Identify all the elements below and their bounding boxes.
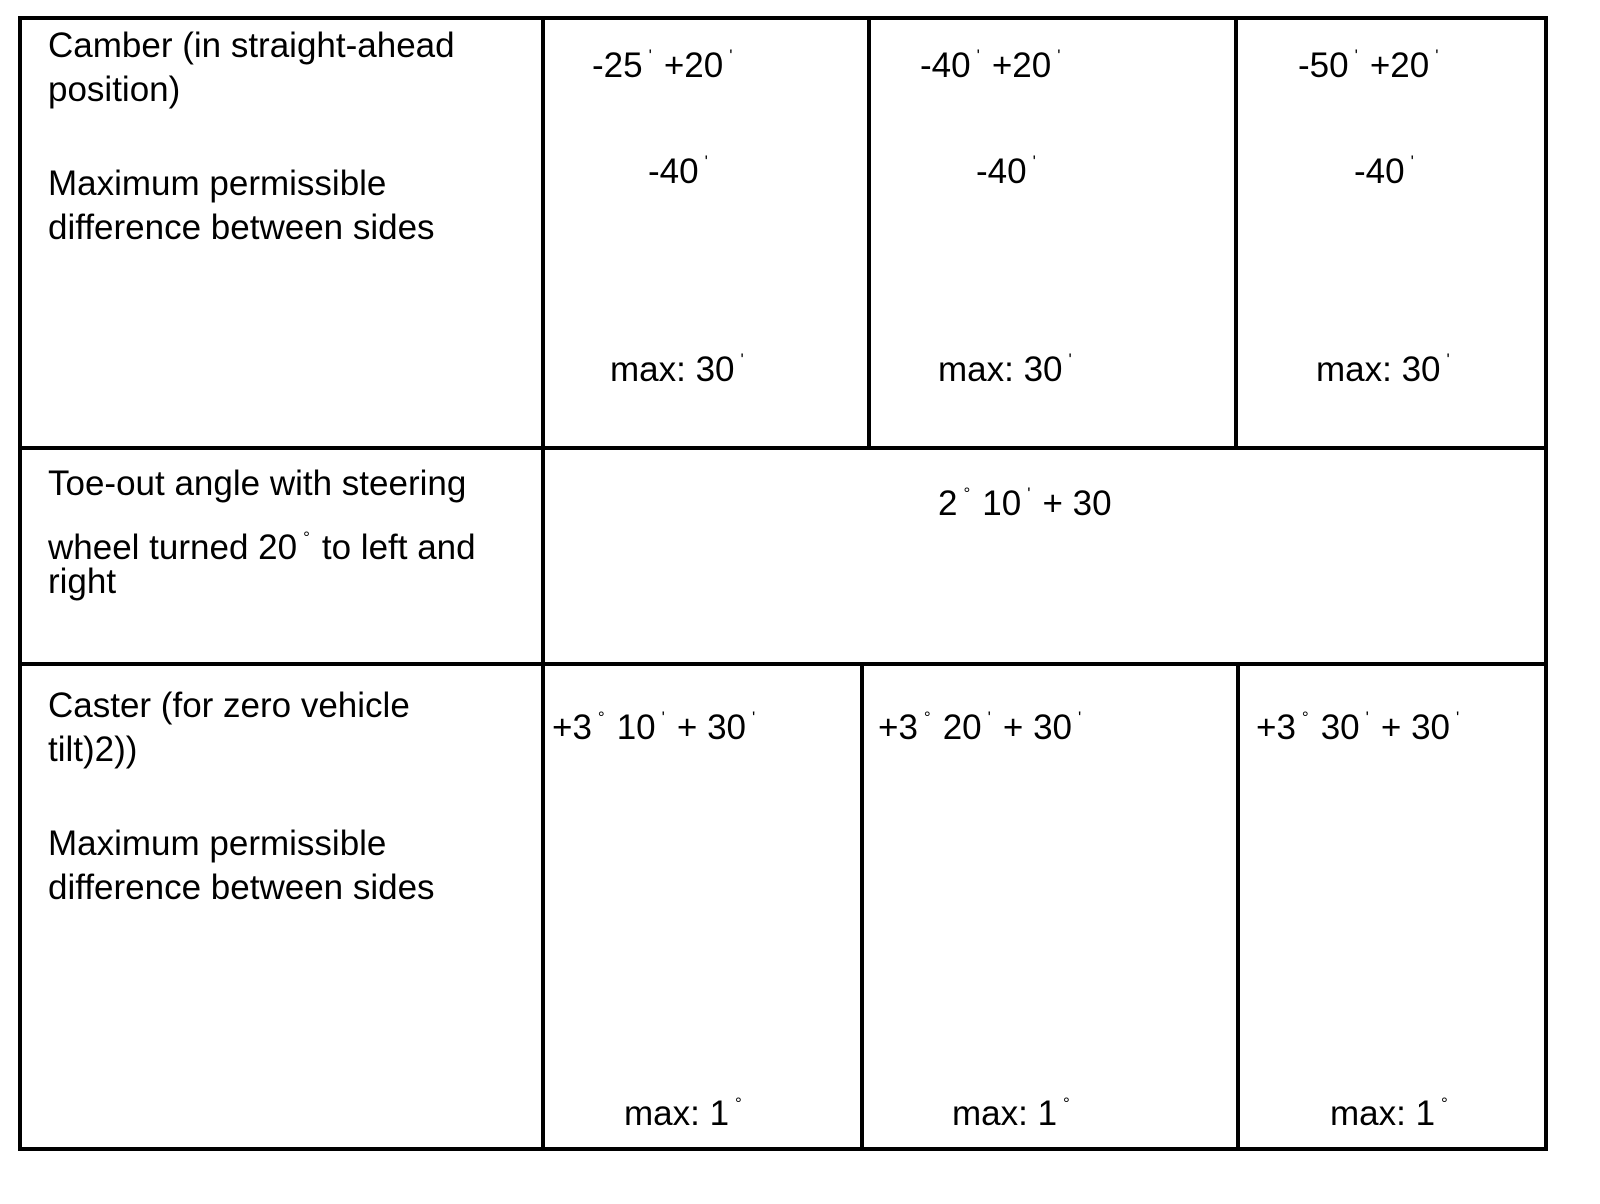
degree-mark: °: [963, 484, 971, 503]
degree-mark: °: [1063, 1094, 1070, 1113]
camber-col3-max: max: 30 ': [1316, 350, 1450, 389]
minute-mark: ': [1354, 46, 1358, 65]
camber-col2-range: [920, 34, 1072, 88]
degree-mark: °: [597, 708, 605, 727]
camber-col2-high: +20: [991, 46, 1052, 85]
minute-mark: ': [987, 708, 991, 727]
minute-mark: ': [1027, 484, 1031, 503]
caster-col1-max: max: 1 °: [624, 1094, 742, 1133]
caster-col2-max: max: 1 °: [952, 1094, 1070, 1133]
label-column-divider: [541, 16, 545, 1151]
caster-col1-value: +3 ° 10 ' + 30 ': [552, 708, 756, 747]
caster-col3-max: max: 1 °: [1330, 1094, 1448, 1133]
table-border-top: [18, 16, 1548, 20]
camber-col3-range: [1298, 34, 1450, 88]
degree-mark: °: [735, 1094, 742, 1113]
minute-mark: ': [1078, 708, 1082, 727]
camber-col3-mid: -40 ': [1354, 152, 1414, 191]
camber-col1-high: +20: [663, 46, 724, 85]
minute-mark: ': [1446, 350, 1450, 369]
camber-diff-line1: Maximum permissible: [48, 164, 387, 203]
camber-label-line2: position): [48, 70, 181, 109]
toe-out-label-line2: wheel turned 20 ° to left and: [48, 528, 476, 567]
row-divider-1: [18, 446, 1548, 450]
camber-col-divider-2: [1234, 16, 1238, 448]
camber-col2-max: max: 30 ': [938, 350, 1072, 389]
caster-label-line1: Caster (for zero vehicle: [48, 686, 410, 725]
minute-mark: ': [729, 46, 733, 65]
table-border-bottom: [18, 1147, 1548, 1151]
camber-col2-mid: -40 ': [976, 152, 1036, 191]
toe-out-label-line1: Toe-out angle with steering: [48, 464, 467, 503]
camber-col1-mid: -40 ': [648, 152, 708, 191]
caster-diff-line2: difference between sides: [48, 868, 435, 907]
camber-label-line1: Camber (in straight-ahead: [48, 26, 455, 65]
caster-col-divider-2: [1236, 664, 1240, 1149]
camber-col3-low: -50: [1298, 46, 1349, 85]
minute-mark: ': [1410, 152, 1414, 171]
degree-mark: °: [1441, 1094, 1448, 1113]
minute-mark: ': [1456, 708, 1460, 727]
minute-mark: ': [976, 46, 980, 65]
caster-diff-line1: Maximum permissible: [48, 824, 387, 863]
camber-col-divider-1: [867, 16, 871, 448]
degree-mark: °: [1301, 708, 1309, 727]
camber-col1-max: max: 30 ': [610, 350, 744, 389]
degree-mark: °: [303, 528, 310, 547]
camber-col2-low: -40: [920, 46, 971, 85]
minute-mark: ': [1032, 152, 1036, 171]
degree-mark: °: [923, 708, 931, 727]
minute-mark: ': [1068, 350, 1072, 369]
caster-col-divider-1: [860, 664, 864, 1149]
minute-mark: ': [1435, 46, 1439, 65]
row-divider-2: [18, 662, 1548, 666]
table-border-left: [18, 16, 22, 1151]
minute-mark: ': [648, 46, 652, 65]
toe-out-value: 2 ° 10 ' + 30: [938, 484, 1112, 523]
minute-mark: ': [740, 350, 744, 369]
camber-diff-line2: difference between sides: [48, 208, 435, 247]
camber-col3-high: +20: [1369, 46, 1430, 85]
minute-mark: ': [752, 708, 756, 727]
caster-col2-value: +3 ° 20 ' + 30 ': [878, 708, 1082, 747]
minute-mark: ': [1365, 708, 1369, 727]
toe-out-label-line3: right: [48, 562, 117, 601]
camber-col1-low: -25: [592, 46, 643, 85]
minute-mark: ': [704, 152, 708, 171]
table-border-right: [1544, 16, 1548, 1151]
camber-col1-range: [592, 34, 744, 88]
minute-mark: ': [1057, 46, 1061, 65]
minute-mark: ': [661, 708, 665, 727]
caster-label-line2: tilt)2)): [48, 730, 138, 769]
caster-col3-value: +3 ° 30 ' + 30 ': [1256, 708, 1460, 747]
